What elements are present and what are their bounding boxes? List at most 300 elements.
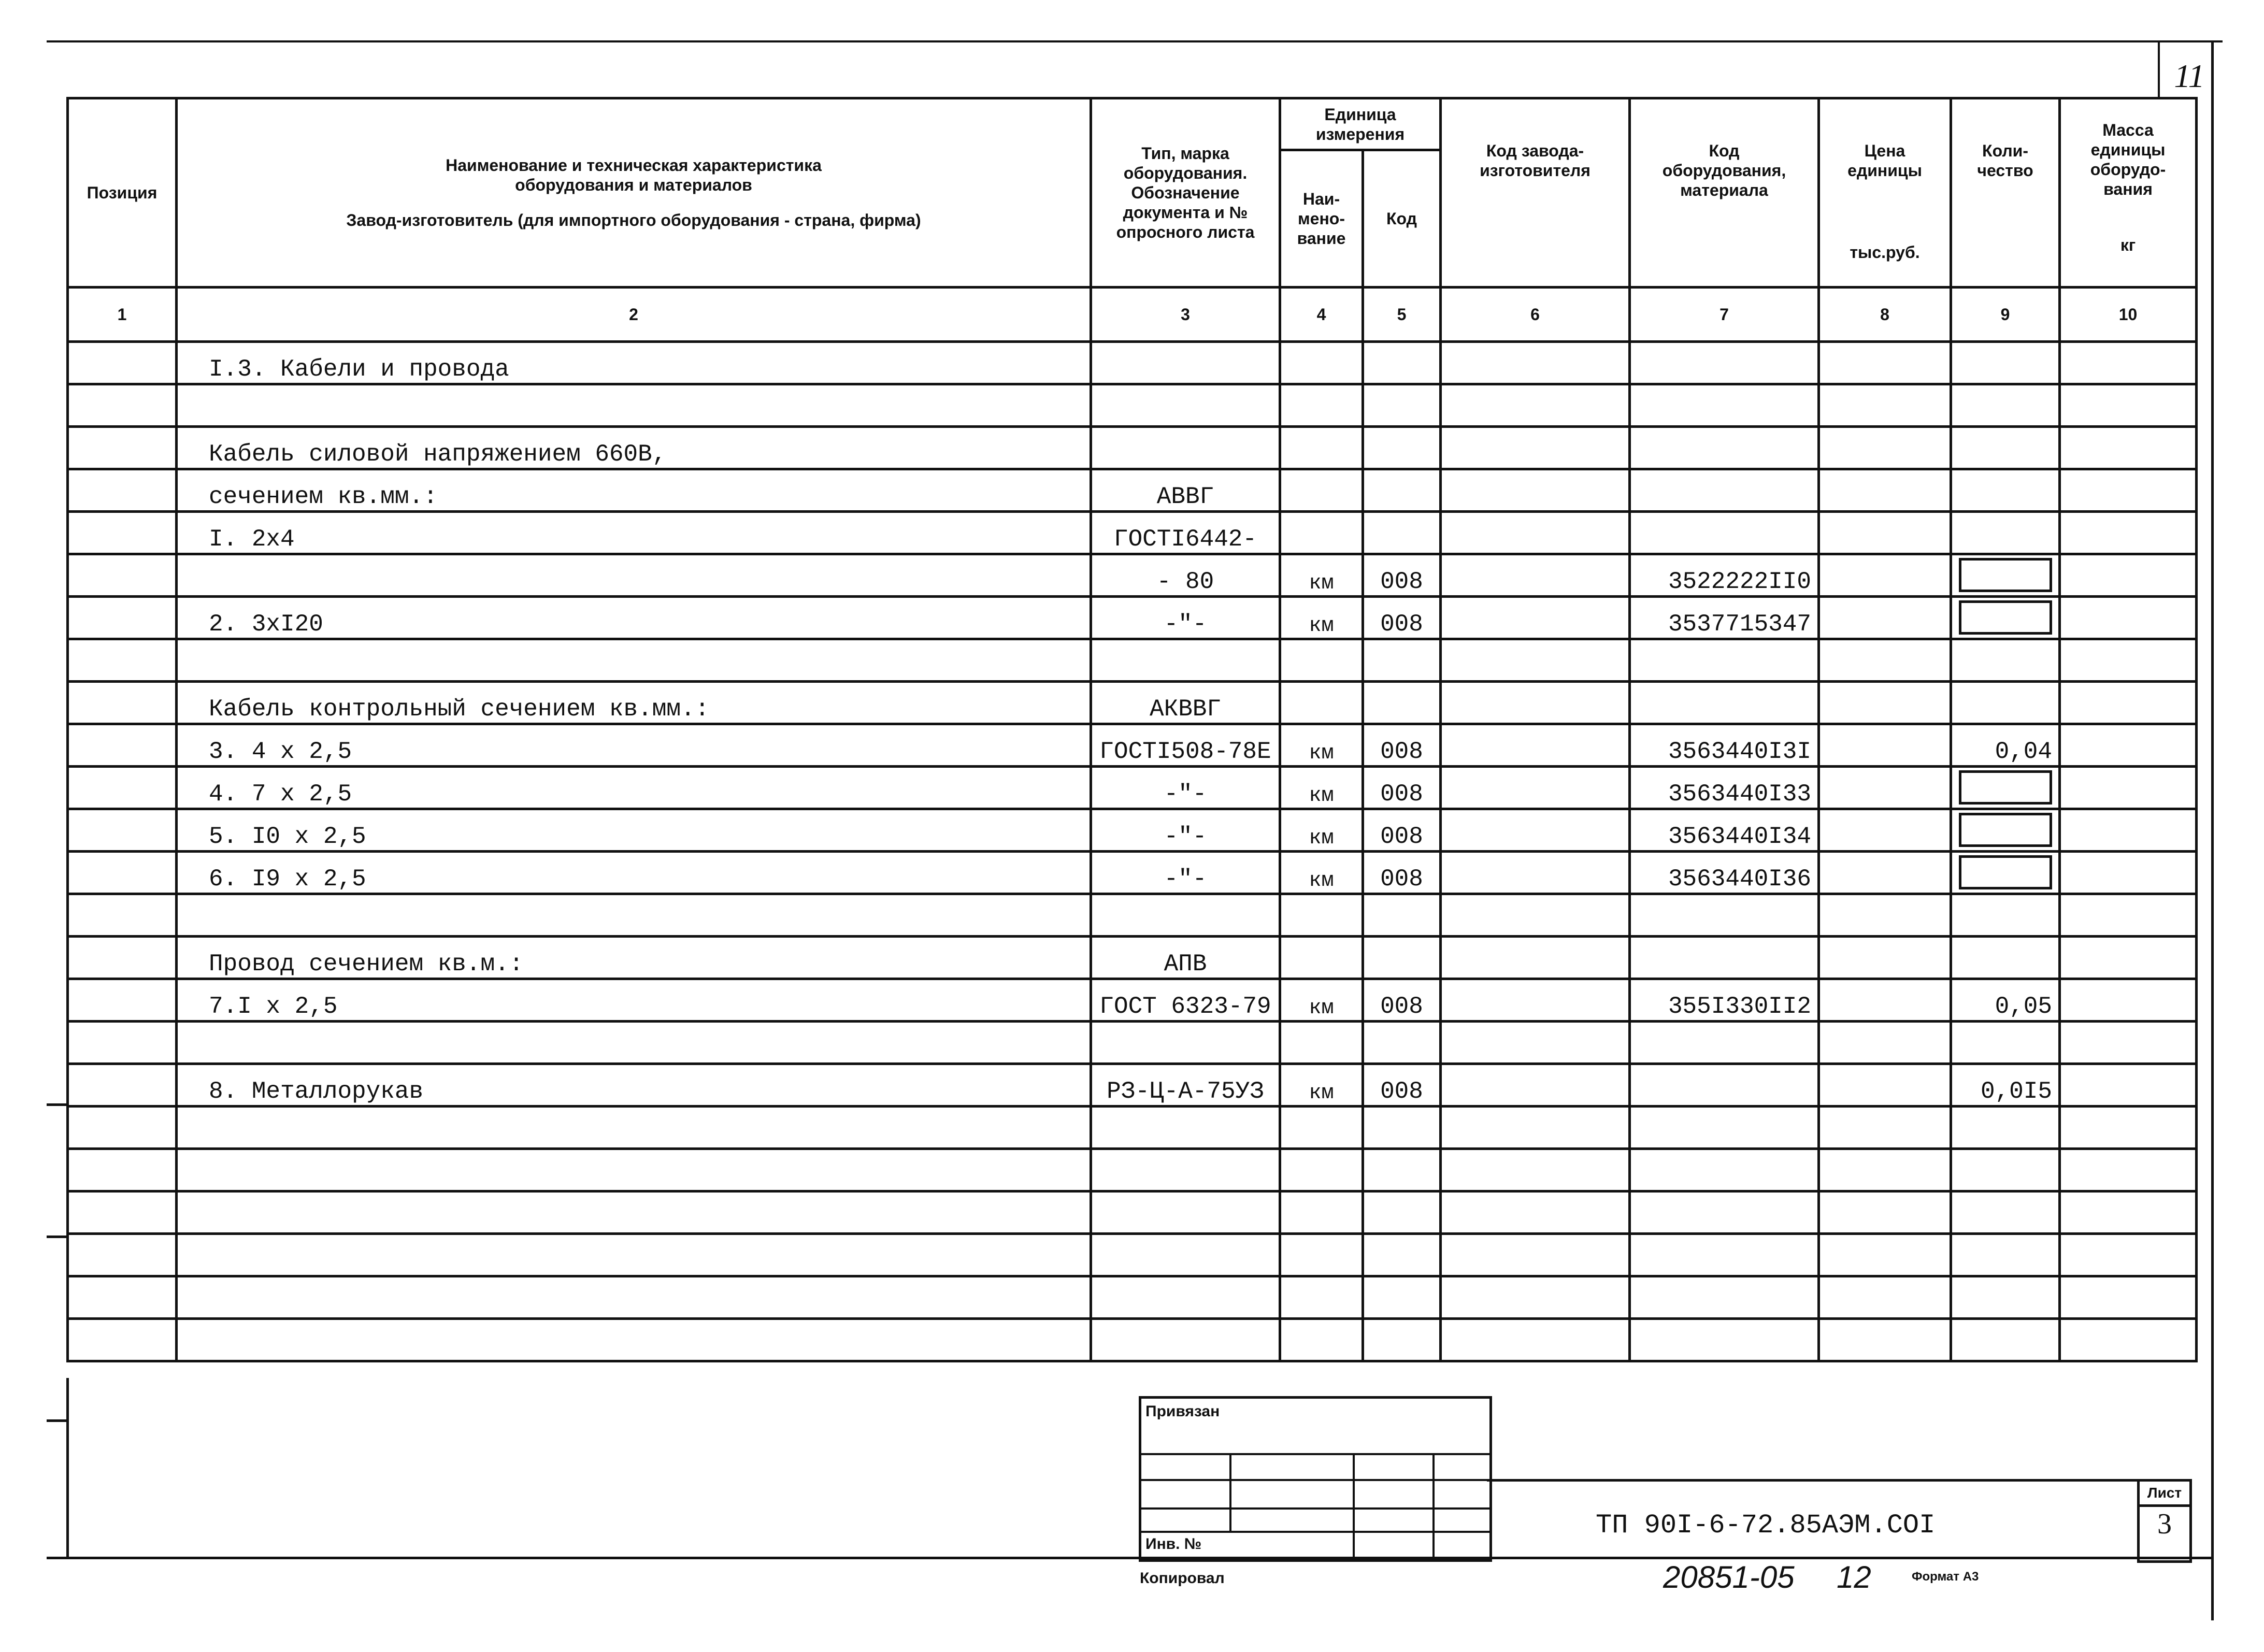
cell-mfr-code [1441, 767, 1630, 809]
column-number: 4 [1280, 288, 1363, 342]
cell-material-code: 3563440I33 [1630, 767, 1819, 809]
cell-position [68, 724, 177, 767]
cell-type: ГОСТI6442- [1091, 512, 1280, 554]
cell-unit-code: 008 [1363, 597, 1441, 639]
cell-mfr-code [1441, 512, 1630, 554]
cell-name [177, 639, 1091, 682]
cell-unit-code [1363, 1191, 1441, 1234]
cell-mass [2060, 384, 2197, 427]
cell-type [1091, 1107, 1280, 1149]
cell-unit-name: км [1280, 767, 1363, 809]
cell-mass [2060, 809, 2197, 852]
cell-mfr-code [1441, 809, 1630, 852]
cell-quantity [1951, 469, 2060, 512]
header-position: Позиция [68, 98, 177, 288]
cell-name [177, 1319, 1091, 1361]
cell-position [68, 1022, 177, 1064]
format-label: Формат А3 [1912, 1570, 1979, 1584]
cell-price [1819, 597, 1951, 639]
cell-unit-name [1280, 1319, 1363, 1361]
empty-quantity-box [1959, 770, 2052, 805]
table-row [68, 852, 2197, 894]
cell-price [1819, 937, 1951, 979]
table-row [68, 682, 2197, 724]
cell-position [68, 1234, 177, 1276]
cell-type [1091, 1149, 1280, 1191]
header-unit-name: Наи-мено-вание [1280, 150, 1363, 288]
cell-price [1819, 1064, 1951, 1107]
header-unit-code: Код [1363, 150, 1441, 288]
inventory-label: Инв. № [1145, 1535, 1202, 1553]
table-row [68, 1064, 2197, 1107]
cell-unit-name: км [1280, 852, 1363, 894]
cell-type [1091, 1276, 1280, 1319]
cell-mass [2060, 767, 2197, 809]
cell-type: АПВ [1091, 937, 1280, 979]
cell-price [1819, 512, 1951, 554]
table-row [68, 342, 2197, 384]
cell-material-code: 3537715347 [1630, 597, 1819, 639]
cell-mfr-code [1441, 894, 1630, 937]
cell-unit-name: км [1280, 979, 1363, 1022]
cell-unit-code [1363, 937, 1441, 979]
cell-unit-name [1280, 1107, 1363, 1149]
cell-material-code: 3522222II0 [1630, 554, 1819, 597]
cell-name: Провод сечением кв.м.: [177, 937, 1091, 979]
cell-material-code [1630, 512, 1819, 554]
cell-position [68, 427, 177, 469]
header-price-label: Цена единицы [1847, 141, 1922, 180]
table-row [68, 1234, 2197, 1276]
cell-mfr-code [1441, 682, 1630, 724]
cell-name [177, 1276, 1091, 1319]
cell-quantity [1951, 1022, 2060, 1064]
cell-type [1091, 639, 1280, 682]
cell-material-code: 355I330II2 [1630, 979, 1819, 1022]
cell-position [68, 1276, 177, 1319]
cell-price [1819, 384, 1951, 427]
cell-unit-name [1280, 384, 1363, 427]
cell-material-code [1630, 894, 1819, 937]
column-number-row [68, 288, 2197, 342]
cell-mfr-code [1441, 1234, 1630, 1276]
cell-unit-name [1280, 1022, 1363, 1064]
cell-unit-name: км [1280, 1064, 1363, 1107]
cell-unit-code [1363, 384, 1441, 427]
cell-name [177, 384, 1091, 427]
cell-type: - 80 [1091, 554, 1280, 597]
table-row [68, 1276, 2197, 1319]
cell-name [177, 894, 1091, 937]
cell-name [177, 1234, 1091, 1276]
cell-unit-name [1280, 639, 1363, 682]
cell-mfr-code [1441, 342, 1630, 384]
cell-type: РЗ-Ц-А-75УЗ [1091, 1064, 1280, 1107]
left-frame-line [66, 1378, 69, 1559]
stamp-title: Привязан [1145, 1403, 1220, 1420]
cell-mfr-code [1441, 979, 1630, 1022]
cell-type: -"- [1091, 767, 1280, 809]
cell-type [1091, 384, 1280, 427]
cell-mass [2060, 1022, 2197, 1064]
header-mass-unit: кг [2120, 236, 2136, 254]
cell-quantity [1951, 512, 2060, 554]
cell-unit-code [1363, 1234, 1441, 1276]
column-number: 5 [1363, 288, 1441, 342]
header-material-code: Код оборудования, материала [1630, 98, 1819, 288]
cell-unit-code: 008 [1363, 809, 1441, 852]
cell-price [1819, 979, 1951, 1022]
cell-position [68, 852, 177, 894]
column-number: 3 [1091, 288, 1280, 342]
cell-mass [2060, 852, 2197, 894]
table-row [68, 724, 2197, 767]
stamp-line [1141, 1453, 1489, 1455]
cell-type: -"- [1091, 597, 1280, 639]
cell-name: 4. 7 x 2,5 [177, 767, 1091, 809]
cell-quantity: 0,04 [1951, 724, 2060, 767]
cell-position [68, 767, 177, 809]
cell-unit-name [1280, 1149, 1363, 1191]
cell-type [1091, 1319, 1280, 1361]
cell-material-code [1630, 937, 1819, 979]
stamp-line [1229, 1453, 1231, 1531]
cell-position [68, 597, 177, 639]
column-number: 9 [1951, 288, 2060, 342]
header-mfr-code: Код завода-изготовителя [1441, 98, 1630, 288]
cell-price [1819, 852, 1951, 894]
sheet-number-box-left [2158, 42, 2160, 97]
empty-quantity-box [1959, 600, 2052, 635]
cell-quantity [1951, 639, 2060, 682]
cell-unit-name [1280, 469, 1363, 512]
document-code: ТП 90I-6-72.85АЭМ.COI [1596, 1510, 1936, 1541]
cell-type [1091, 1191, 1280, 1234]
cell-unit-name [1280, 427, 1363, 469]
cell-type: -"- [1091, 852, 1280, 894]
cell-type: АКВВГ [1091, 682, 1280, 724]
cell-mfr-code [1441, 1191, 1630, 1234]
cell-type: ГОСТ 6323-79 [1091, 979, 1280, 1022]
cell-price [1819, 554, 1951, 597]
cell-quantity [1951, 1107, 2060, 1149]
cell-mass [2060, 1149, 2197, 1191]
cell-unit-name [1280, 937, 1363, 979]
column-number: 10 [2060, 288, 2197, 342]
right-frame-line [2211, 40, 2214, 1620]
cell-mass [2060, 639, 2197, 682]
column-number: 7 [1630, 288, 1819, 342]
cell-unit-name [1280, 512, 1363, 554]
cell-unit-code [1363, 639, 1441, 682]
cell-unit-name [1280, 1191, 1363, 1234]
cell-position [68, 1191, 177, 1234]
cell-price [1819, 1149, 1951, 1191]
cell-mfr-code [1441, 1022, 1630, 1064]
cell-mass [2060, 682, 2197, 724]
cell-position [68, 1319, 177, 1361]
cell-position [68, 554, 177, 597]
cell-name: 7.I x 2,5 [177, 979, 1091, 1022]
cell-price [1819, 1022, 1951, 1064]
cell-mass [2060, 937, 2197, 979]
cell-mfr-code [1441, 597, 1630, 639]
stamp-line [1141, 1531, 1489, 1533]
left-margin-tick [47, 1419, 67, 1422]
table-row [68, 554, 2197, 597]
cell-type [1091, 1022, 1280, 1064]
table-row [68, 1107, 2197, 1149]
left-margin-tick [47, 1103, 67, 1106]
cell-material-code [1630, 1234, 1819, 1276]
table-row [68, 597, 2197, 639]
cell-unit-code [1363, 1107, 1441, 1149]
cell-position [68, 682, 177, 724]
cell-type: ГОСТI508-78Е [1091, 724, 1280, 767]
cell-price [1819, 724, 1951, 767]
cell-material-code [1630, 1276, 1819, 1319]
table-row [68, 639, 2197, 682]
cell-quantity: 0,05 [1951, 979, 2060, 1022]
cell-unit-code: 008 [1363, 1064, 1441, 1107]
cell-quantity [1951, 682, 2060, 724]
header-mass [2060, 98, 2197, 288]
cell-material-code [1630, 384, 1819, 427]
cell-name: Кабель силовой напряжением 660В, [177, 427, 1091, 469]
cell-type [1091, 427, 1280, 469]
cell-quantity [1951, 554, 2060, 597]
cell-material-code [1630, 427, 1819, 469]
cell-unit-name [1280, 894, 1363, 937]
sheet-number: 11 [2174, 58, 2205, 94]
cell-mfr-code [1441, 1149, 1630, 1191]
cell-quantity [1951, 767, 2060, 809]
cell-quantity [1951, 1276, 2060, 1319]
header-name-line2: оборудования и материалов [515, 176, 752, 194]
cell-price [1819, 469, 1951, 512]
empty-quantity-box [1959, 558, 2052, 592]
specification-table [66, 97, 2198, 1362]
header-name-line1: Наименование и техническая характеристика [446, 156, 822, 175]
cell-quantity [1951, 809, 2060, 852]
cell-price [1819, 1191, 1951, 1234]
cell-quantity [1951, 384, 2060, 427]
cell-unit-code: 008 [1363, 724, 1441, 767]
cell-position [68, 469, 177, 512]
cell-price [1819, 809, 1951, 852]
cell-price [1819, 342, 1951, 384]
cell-name: Кабель контрольный сечением кв.мм.: [177, 682, 1091, 724]
column-number: 8 [1819, 288, 1951, 342]
cell-material-code [1630, 1022, 1819, 1064]
sheet-list-label: Лист [2140, 1482, 2189, 1507]
cell-name: 8. Металлорукав [177, 1064, 1091, 1107]
cell-mfr-code [1441, 937, 1630, 979]
cell-quantity [1951, 894, 2060, 937]
header-type: Тип, марка оборудования. Обозначение документа и № опросного листа [1091, 98, 1280, 288]
approval-stamp [1139, 1396, 1492, 1562]
table-row [68, 1022, 2197, 1064]
column-number: 6 [1441, 288, 1630, 342]
header-mass-label: Масса единицы оборудо-вания [2090, 121, 2166, 198]
cell-name [177, 1149, 1091, 1191]
cell-name [177, 1191, 1091, 1234]
sheet-list-box [2137, 1479, 2192, 1563]
cell-position [68, 639, 177, 682]
cell-material-code: 3563440I3I [1630, 724, 1819, 767]
cell-price [1819, 1234, 1951, 1276]
cell-price [1819, 894, 1951, 937]
cell-unit-code [1363, 342, 1441, 384]
stamp-line [1353, 1453, 1355, 1559]
cell-mass [2060, 724, 2197, 767]
header-name [177, 98, 1091, 288]
cell-position [68, 1149, 177, 1191]
cell-name: I.3. Кабели и провода [177, 342, 1091, 384]
cell-unit-name [1280, 1234, 1363, 1276]
cell-price [1819, 1107, 1951, 1149]
cell-material-code [1630, 342, 1819, 384]
cell-unit-code [1363, 469, 1441, 512]
cell-mass [2060, 342, 2197, 384]
sheet-list-number: 3 [2157, 1508, 2172, 1540]
archive-suffix: 12 [1837, 1560, 1871, 1594]
cell-mass [2060, 1319, 2197, 1361]
specification-body [68, 342, 2197, 1361]
table-row [68, 767, 2197, 809]
cell-type [1091, 1234, 1280, 1276]
cell-quantity [1951, 937, 2060, 979]
cell-mass [2060, 1064, 2197, 1107]
cell-name [177, 1022, 1091, 1064]
stamp-line [1141, 1479, 1489, 1481]
cell-position [68, 384, 177, 427]
header-quantity: Коли-чество [1951, 98, 2060, 288]
cell-position [68, 979, 177, 1022]
table-row [68, 1191, 2197, 1234]
cell-material-code [1630, 1107, 1819, 1149]
cell-mfr-code [1441, 384, 1630, 427]
cell-quantity [1951, 1149, 2060, 1191]
cell-quantity: 0,0I5 [1951, 1064, 2060, 1107]
cell-mfr-code [1441, 554, 1630, 597]
cell-mfr-code [1441, 1276, 1630, 1319]
column-number: 1 [68, 288, 177, 342]
cell-mass [2060, 512, 2197, 554]
cell-mass [2060, 597, 2197, 639]
copied-label: Копировал [1140, 1570, 1225, 1587]
cell-quantity [1951, 1319, 2060, 1361]
table-row [68, 937, 2197, 979]
title-block-top-line [1487, 1479, 2140, 1482]
empty-quantity-box [1959, 813, 2052, 847]
cell-unit-name [1280, 1276, 1363, 1319]
cell-position [68, 1064, 177, 1107]
cell-unit-name: км [1280, 809, 1363, 852]
cell-unit-code [1363, 682, 1441, 724]
cell-unit-name: км [1280, 554, 1363, 597]
cell-name: 2. 3xI20 [177, 597, 1091, 639]
table-row [68, 979, 2197, 1022]
cell-position [68, 937, 177, 979]
cell-material-code [1630, 639, 1819, 682]
cell-mfr-code [1441, 469, 1630, 512]
cell-material-code [1630, 1064, 1819, 1107]
stamp-line [1432, 1453, 1435, 1559]
cell-material-code [1630, 1319, 1819, 1361]
empty-quantity-box [1959, 855, 2052, 889]
cell-material-code: 3563440I36 [1630, 852, 1819, 894]
cell-type [1091, 342, 1280, 384]
cell-name [177, 1107, 1091, 1149]
cell-quantity [1951, 1234, 2060, 1276]
cell-unit-code: 008 [1363, 852, 1441, 894]
cell-mass [2060, 894, 2197, 937]
table-row [68, 1149, 2197, 1191]
cell-quantity [1951, 597, 2060, 639]
cell-unit-name: км [1280, 597, 1363, 639]
cell-mfr-code [1441, 724, 1630, 767]
cell-unit-code: 008 [1363, 767, 1441, 809]
cell-unit-code [1363, 1319, 1441, 1361]
cell-name: 3. 4 x 2,5 [177, 724, 1091, 767]
header-name-line3: Завод-изготовитель (для импортного оборудования - страна, фирма) [346, 211, 921, 229]
bottom-frame-line [47, 1557, 2214, 1559]
cell-unit-name [1280, 342, 1363, 384]
cell-material-code [1630, 469, 1819, 512]
cell-price [1819, 767, 1951, 809]
cell-material-code [1630, 1149, 1819, 1191]
cell-mfr-code [1441, 1107, 1630, 1149]
cell-mfr-code [1441, 427, 1630, 469]
cell-unit-code [1363, 1022, 1441, 1064]
cell-quantity [1951, 852, 2060, 894]
cell-unit-code [1363, 894, 1441, 937]
cell-name [177, 554, 1091, 597]
cell-position [68, 512, 177, 554]
cell-price [1819, 639, 1951, 682]
cell-mfr-code [1441, 1319, 1630, 1361]
cell-unit-code: 008 [1363, 979, 1441, 1022]
cell-mfr-code [1441, 1064, 1630, 1107]
cell-unit-code [1363, 512, 1441, 554]
top-border-line [47, 40, 2223, 42]
cell-position [68, 1107, 177, 1149]
cell-material-code: 3563440I34 [1630, 809, 1819, 852]
cell-name: 5. I0 x 2,5 [177, 809, 1091, 852]
cell-material-code [1630, 682, 1819, 724]
header-price-unit: тыс.руб. [1850, 243, 1920, 262]
column-number: 2 [177, 288, 1091, 342]
table-row [68, 894, 2197, 937]
cell-mfr-code [1441, 639, 1630, 682]
cell-unit-name [1280, 682, 1363, 724]
cell-mass [2060, 469, 2197, 512]
cell-unit-code [1363, 427, 1441, 469]
table-row [68, 384, 2197, 427]
cell-price [1819, 682, 1951, 724]
cell-position [68, 342, 177, 384]
cell-price [1819, 427, 1951, 469]
cell-mass [2060, 1234, 2197, 1276]
table-row [68, 512, 2197, 554]
cell-quantity [1951, 427, 2060, 469]
cell-position [68, 809, 177, 852]
cell-type: АВВГ [1091, 469, 1280, 512]
table-row [68, 1319, 2197, 1361]
cell-material-code [1630, 1191, 1819, 1234]
cell-unit-code [1363, 1276, 1441, 1319]
